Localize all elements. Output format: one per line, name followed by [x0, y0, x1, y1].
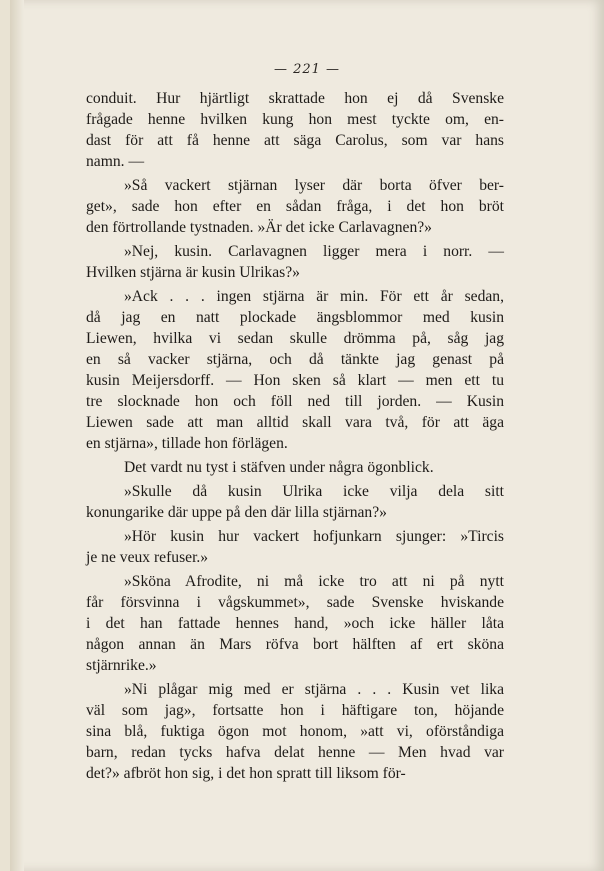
- text-line: får försvinna i vågskummet», sade Svenske hviskande: [86, 594, 504, 611]
- text-line: väl som jag», fortsatte hon i häftigare ton, höjande: [86, 702, 504, 719]
- text-line: dast för att få henne att säga Carolus, som var hans: [86, 132, 504, 149]
- text-line: då jag en natt plockade ängsblommor med kusin: [86, 309, 504, 326]
- text-line: »Nej, kusin. Carlavagnen ligger mera i norr. —: [124, 243, 504, 260]
- text-line: »Ack . . . ingen stjärna är min. För ett år sedan,: [124, 288, 504, 305]
- text-line: »Så vackert stjärnan lyser där borta öfver ber-: [124, 177, 504, 194]
- text-line: »Sköna Afrodite, ni må icke tro att ni på nytt: [124, 573, 504, 590]
- text-line: konungarike där uppe på den där lilla stjärnan?»: [86, 504, 387, 521]
- text-line: get», sade hon efter en sådan fråga, i det hon bröt: [86, 198, 504, 215]
- text-line: frågade henne hvilken kung hon mest tyckte om, en-: [86, 111, 504, 128]
- text-line: Liewen sade att man alltid skall vara två, för att äga: [86, 414, 504, 431]
- text-line: »Skulle då kusin Ulrika icke vilja dela sitt: [124, 483, 504, 500]
- page-number: — 221 —: [273, 62, 341, 77]
- text-line: i det han fattade hennes hand, »och icke häller låta: [86, 615, 504, 632]
- text-line: je ne veux refuser.»: [86, 549, 209, 566]
- text-line: den förtrollande tystnaden. »Är det icke Carlavagnen?»: [86, 219, 432, 236]
- text-line: Hvilken stjärna är kusin Ulrikas?»: [86, 264, 300, 281]
- text-line: Liewen, hvilka vi sedan skulle drömma på, såg jag: [86, 330, 504, 347]
- text-line: barn, redan tycks hafva delat henne — Men hvad var: [86, 744, 504, 761]
- text-line: stjärnrike.»: [86, 657, 157, 674]
- text-line: Det vardt nu tyst i stäfven under några ögonblick.: [124, 459, 434, 476]
- text-line: »Hör kusin hur vackert hofjunkarn sjunger: »Tircis: [124, 528, 504, 545]
- book-page: [10, 0, 604, 871]
- text-line: conduit. Hur hjärtligt skrattade hon ej då Svenske: [86, 90, 504, 107]
- text-line: det?» afbröt hon sig, i det hon spratt till liksom för-: [86, 765, 406, 782]
- page-gutter: [10, 0, 24, 871]
- text-line: en stjärna», tillade hon förlägen.: [86, 435, 288, 452]
- body-text: [86, 88, 504, 784]
- text-line: någon annan än Mars röfva bort hälften af ert sköna: [86, 636, 504, 653]
- text-line: sina blå, fuktiga ögon mot honom, »att vi, oförståndiga: [86, 723, 504, 740]
- text-line: en så vacker stjärna, och då tänkte jag genast på: [86, 351, 504, 368]
- text-line: kusin Meijersdorff. — Hon sken så klart — men ett tu: [86, 372, 504, 389]
- text-line: tre slocknade hon och föll ned till jorden. — Kusin: [86, 393, 504, 410]
- text-line: »Ni plågar mig med er stjärna . . . Kusin vet lika: [124, 681, 504, 698]
- text-line: namn. —: [86, 153, 145, 170]
